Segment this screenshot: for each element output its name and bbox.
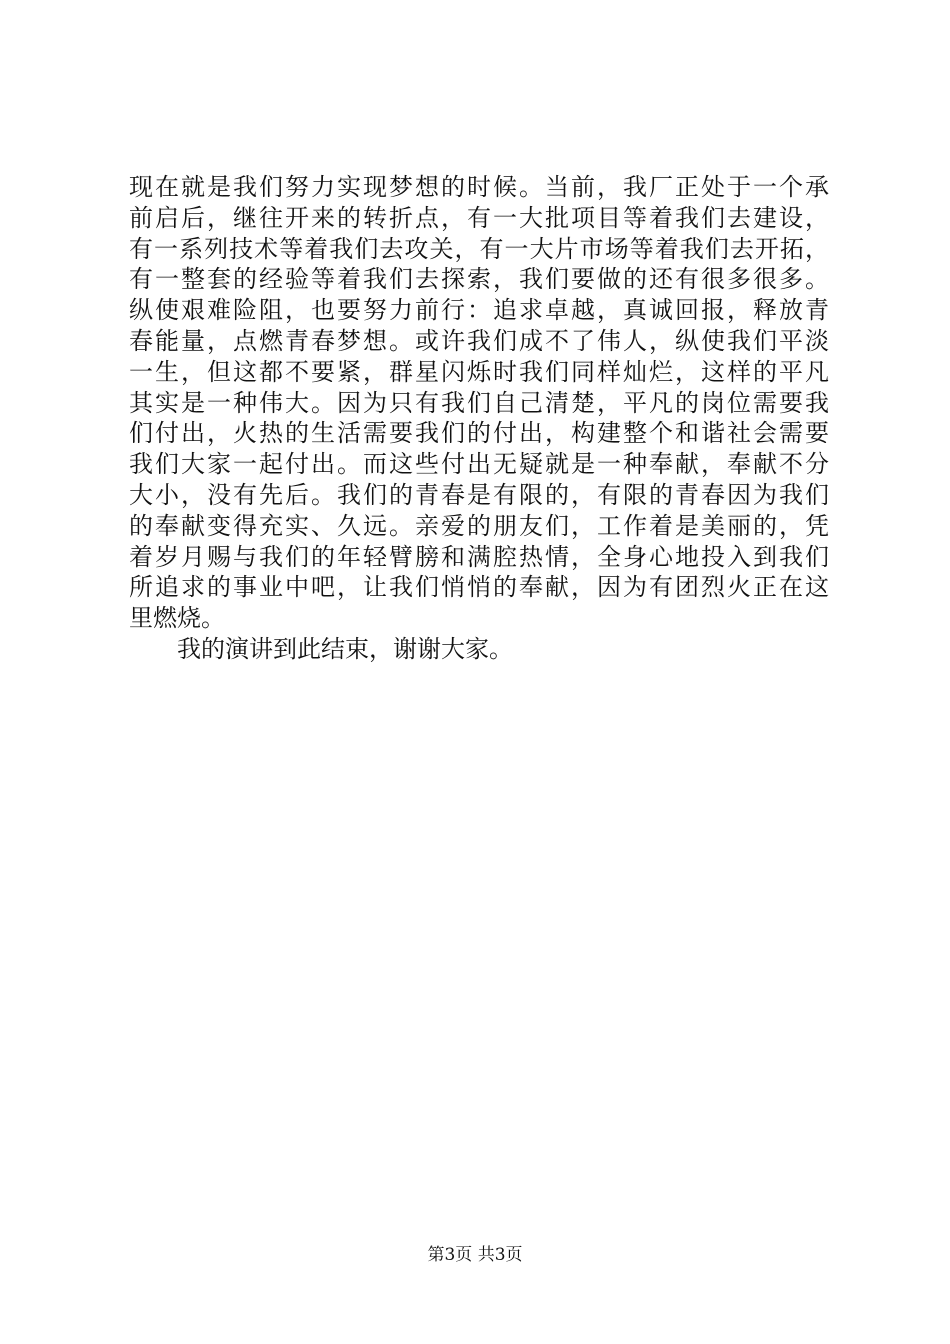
text-line: 着岁月赐与我们的年轻臂膀和满腔热情，全身心地投入到我们	[129, 542, 829, 571]
text-line: 有一整套的经验等着我们去探索，我们要做的还有很多很多。	[129, 265, 829, 294]
text-line: 一生，但这都不要紧，群星闪烁时我们同样灿烂，这样的平凡	[129, 357, 829, 386]
text-line: 其实是一种伟大。因为只有我们自己清楚，平凡的岗位需要我	[129, 388, 829, 417]
text-line: 我们大家一起付出。而这些付出无疑就是一种奉献，奉献不分	[129, 450, 829, 479]
text-line: 有一系列技术等着我们去攻关，有一大片市场等着我们去开拓，	[129, 234, 829, 263]
closing-paragraph: 我的演讲到此结束，谢谢大家。	[177, 634, 513, 663]
text-line: 里燃烧。	[129, 604, 225, 633]
text-line: 的奉献变得充实、久远。亲爱的朋友们，工作着是美丽的，凭	[129, 511, 829, 540]
text-line: 所追求的事业中吧，让我们悄悄的奉献，因为有团烈火正在这	[129, 573, 829, 602]
text-line: 纵使艰难险阻，也要努力前行：追求卓越，真诚回报，释放青	[129, 296, 829, 325]
text-line: 现在就是我们努力实现梦想的时候。当前，我厂正处于一个承	[129, 173, 829, 201]
text-line: 们付出，火热的生活需要我们的付出，构建整个和谐社会需要	[129, 419, 829, 448]
text-line: 前启后，继往开来的转折点，有一大批项目等着我们去建设，	[129, 203, 829, 232]
page-footer: 第3页 共3页	[427, 1245, 523, 1265]
text-line: 春能量，点燃青春梦想。或许我们成不了伟人，纵使我们平淡	[129, 326, 829, 355]
text-line: 大小，没有先后。我们的青春是有限的，有限的青春因为我们	[129, 480, 829, 509]
speech-body	[129, 172, 829, 665]
